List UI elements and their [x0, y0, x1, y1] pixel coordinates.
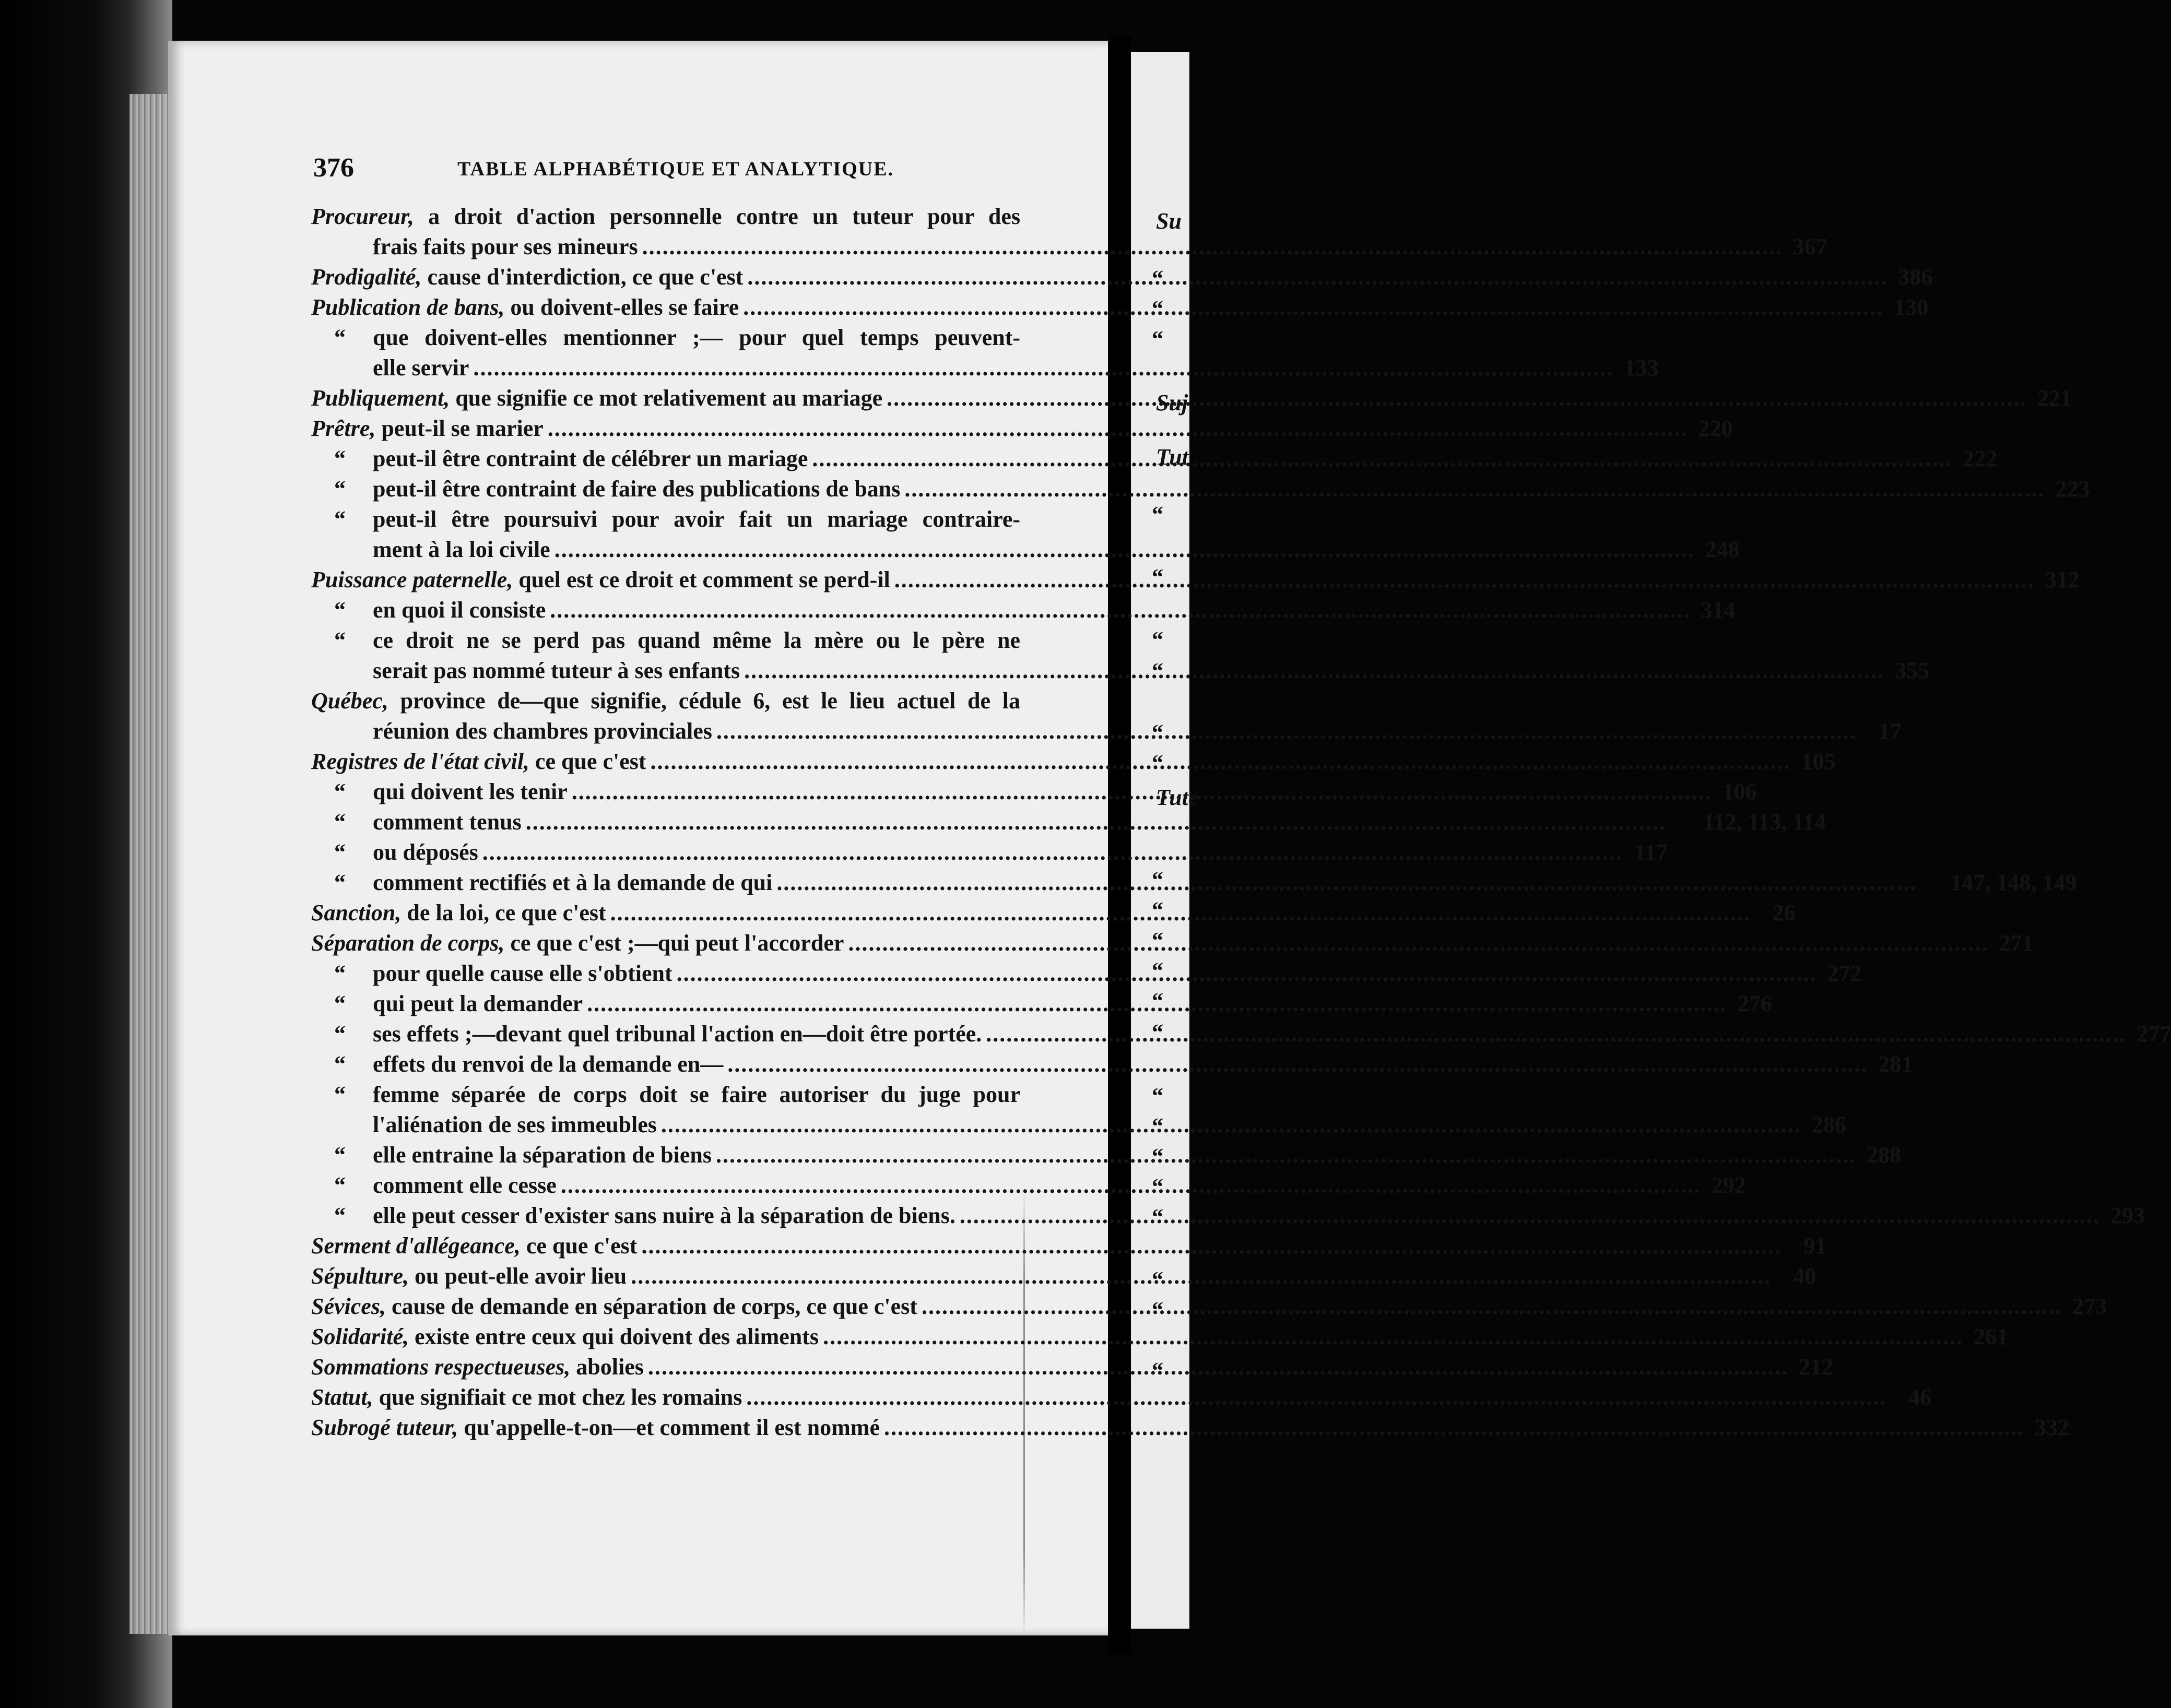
index-entry — [311, 201, 1068, 232]
dot-leader — [587, 989, 1727, 1019]
index-entry — [311, 1352, 1833, 1382]
entry-description: ce que c'est — [526, 1233, 638, 1259]
entry-text — [373, 1049, 723, 1080]
entry-description: qu'appelle-t-on—et comment il est nommé — [464, 1415, 880, 1440]
entry-text — [373, 716, 712, 746]
entry-text — [373, 656, 740, 686]
entry-text — [311, 928, 844, 958]
entry-heading: Prêtre, — [311, 416, 376, 441]
index-entry — [311, 1019, 2171, 1049]
index-entry — [311, 1322, 2009, 1352]
index-entry — [311, 1080, 1068, 1110]
index-entry — [311, 807, 1826, 837]
page-reference: 17 — [1878, 718, 1902, 744]
entry-description: peut-il être contraint de célébrer un mariage — [373, 446, 808, 471]
index-entry — [311, 595, 1736, 625]
entry-description: que signifie ce mot relativement au mariage — [455, 385, 883, 411]
dot-leader — [641, 1231, 1781, 1261]
adjacent-ditto: “ — [1152, 266, 1163, 291]
dot-leader — [887, 383, 2027, 413]
dot-leader — [986, 1019, 2126, 1049]
entry-text — [311, 292, 739, 323]
dot-leader — [482, 837, 1623, 868]
index-entry — [311, 535, 1740, 565]
page-reference: 105 — [1801, 749, 1836, 774]
index-entry — [311, 898, 1796, 928]
entry-text — [311, 1291, 917, 1322]
entry-text — [311, 746, 646, 777]
adjacent-heading: Suj — [1156, 390, 1188, 416]
index-entry — [311, 474, 2090, 504]
page-reference: 277 — [2137, 1021, 2171, 1047]
index-entry — [311, 1049, 1913, 1080]
page-reference: 271 — [1999, 930, 2034, 956]
page-reference: 212 — [1798, 1354, 1833, 1380]
dot-leader — [661, 1110, 1801, 1140]
adjacent-ditto: “ — [1152, 296, 1163, 322]
entry-description: ou peut-elle avoir lieu — [415, 1263, 627, 1289]
ditto-mark: “ — [334, 476, 346, 502]
entry-description: cause de demande en séparation de corps, ce que c'est — [391, 1294, 917, 1319]
entry-text — [311, 688, 1020, 714]
entry-description: effets du renvoi de la demande en— — [373, 1051, 724, 1077]
entry-description: cause d'interdiction, ce que c'est — [427, 264, 744, 290]
entry-text — [373, 1019, 982, 1049]
adjacent-ditto: “ — [1152, 1204, 1163, 1230]
dot-leader — [631, 1261, 1771, 1291]
dot-leader — [473, 353, 1613, 383]
page-reference: 273 — [2072, 1294, 2107, 1319]
entry-heading: Publiquement, — [311, 385, 450, 411]
ditto-mark: “ — [334, 627, 346, 653]
ditto-mark: “ — [334, 870, 346, 895]
entry-heading: Solidarité, — [311, 1324, 409, 1349]
entry-text — [373, 1082, 1020, 1107]
dot-leader — [848, 928, 1988, 958]
entry-text — [373, 506, 1020, 532]
index-entry — [311, 232, 1827, 262]
adjacent-ditto: “ — [1152, 1297, 1163, 1323]
entry-heading: Sommations respectueuses, — [311, 1354, 571, 1380]
ditto-mark: “ — [334, 1051, 346, 1077]
page-reference: 222 — [1963, 446, 1998, 471]
dot-leader — [747, 262, 1887, 292]
dot-leader — [894, 565, 2035, 595]
entry-description: qui doivent les tenir — [373, 779, 568, 804]
entry-text — [311, 204, 1020, 229]
entry-text — [311, 413, 544, 444]
dot-leader — [960, 1201, 2100, 1231]
entry-description: serait pas nommé tuteur à ses enfants — [373, 658, 740, 683]
entry-description: ce que c'est — [535, 749, 646, 774]
adjacent-ditto: “ — [1152, 326, 1163, 352]
index-entry — [311, 1291, 2107, 1322]
entry-heading: Procureur, — [311, 204, 414, 229]
page-reference: 106 — [1722, 779, 1757, 804]
running-title: TABLE ALPHABÉTIQUE ET ANALYTIQUE. — [457, 158, 894, 180]
dot-leader — [744, 656, 1884, 686]
dot-leader — [727, 1049, 1868, 1080]
adjacent-ditto: “ — [1152, 1019, 1163, 1045]
dot-leader — [642, 232, 1783, 262]
entry-text — [311, 383, 882, 413]
entry-description: ou doivent-elles se faire — [510, 294, 739, 320]
index-entry — [311, 323, 1068, 353]
book-page-edges — [129, 94, 171, 1634]
adjacent-ditto: “ — [1152, 627, 1163, 653]
dot-leader — [677, 958, 1817, 989]
entry-text — [311, 1382, 742, 1413]
adjacent-ditto: “ — [1152, 720, 1163, 745]
index-entry — [311, 989, 1773, 1019]
entry-text — [373, 837, 478, 868]
adjacent-ditto: “ — [1152, 502, 1163, 527]
index-entry — [311, 262, 1933, 292]
entry-text — [373, 1140, 712, 1170]
page-reference: 355 — [1895, 658, 1930, 683]
page-reference: 40 — [1793, 1263, 1816, 1289]
entry-heading: Prodigalité, — [311, 264, 422, 290]
ditto-mark: “ — [334, 1172, 346, 1198]
entry-heading: Séparation de corps, — [311, 930, 505, 956]
entry-description: réunion des chambres provinciales — [373, 718, 712, 744]
dot-leader — [812, 444, 1952, 474]
adjacent-ditto: “ — [1152, 750, 1163, 776]
page-reference: 293 — [2110, 1203, 2145, 1228]
dot-leader — [548, 413, 1688, 444]
entry-description: que doivent-elles mentionner ;— pour quel temps peuvent- — [373, 325, 1020, 350]
page-header — [313, 152, 1065, 184]
page-reference: 281 — [1878, 1051, 1913, 1077]
page-reference: 286 — [1811, 1112, 1846, 1137]
entry-description: ce droit ne se perd pas quand même la mère ou le père ne — [373, 627, 1020, 653]
entry-description: elle servir — [373, 355, 469, 381]
entry-heading: Québec, — [311, 688, 388, 714]
ditto-mark: “ — [334, 839, 346, 865]
ditto-mark: “ — [334, 506, 346, 532]
dot-leader — [743, 292, 1883, 323]
page-reference: 223 — [2055, 476, 2090, 502]
index-entry — [311, 1110, 1846, 1140]
page-reference: 221 — [2037, 385, 2072, 411]
entry-description: frais faits pour ses mineurs — [373, 234, 638, 259]
entry-text — [373, 1201, 955, 1231]
adjacent-ditto: “ — [1152, 658, 1163, 684]
page-reference: 367 — [1792, 234, 1827, 259]
entry-description: comment rectifiés et à la demande de qui — [373, 870, 773, 895]
entry-description: ment à la loi civile — [373, 537, 550, 562]
adjacent-ditto: “ — [1152, 988, 1163, 1014]
page-reference: 276 — [1738, 991, 1773, 1016]
ditto-mark: “ — [334, 960, 346, 986]
dot-leader — [776, 868, 1917, 898]
dot-leader — [884, 1413, 2024, 1443]
entry-description: en quoi il consiste — [373, 597, 546, 623]
entry-text — [311, 1261, 627, 1291]
entry-description: existe entre ceux qui doivent des aliments — [415, 1324, 819, 1349]
adjacent-ditto: “ — [1152, 1358, 1163, 1383]
entry-description: elle peut cesser d'exister sans nuire à la séparation de biens. — [373, 1203, 955, 1228]
entry-description: ses effets ;—devant quel tribunal l'action en—doit être portée. — [373, 1021, 982, 1047]
page-reference: 91 — [1803, 1233, 1827, 1259]
page-reference: 112, 113, 114 — [1703, 809, 1826, 835]
index-entry — [311, 958, 1862, 989]
entry-text — [373, 1110, 657, 1140]
entry-text — [373, 325, 1020, 350]
index-entry — [311, 565, 2080, 595]
entry-text — [373, 353, 469, 383]
index-entry — [311, 746, 1836, 777]
adjacent-ditto: “ — [1152, 564, 1163, 590]
adjacent-ditto: “ — [1152, 1083, 1163, 1109]
page-number: 376 — [313, 153, 354, 183]
page-reference: 288 — [1866, 1142, 1901, 1168]
entry-text — [311, 1322, 819, 1352]
entry-text — [373, 1170, 557, 1201]
entry-description: peut-il se marier — [381, 416, 544, 441]
index-entry — [311, 292, 1929, 323]
entry-description: a droit d'action personnelle contre un tuteur pour des — [428, 204, 1020, 229]
entry-description: ou déposés — [373, 839, 478, 865]
index-entry — [311, 1261, 1816, 1291]
ditto-mark: “ — [334, 1021, 346, 1047]
entry-heading: Puissance paternelle, — [311, 567, 513, 592]
entry-description: ce que c'est ;—qui peut l'accorder — [510, 930, 844, 956]
index-entry — [311, 837, 1668, 868]
adjacent-ditto: “ — [1152, 928, 1163, 953]
entry-text — [373, 989, 583, 1019]
adjacent-heading: Tut — [1156, 444, 1188, 470]
entry-text — [373, 627, 1020, 653]
page-reference: 386 — [1898, 264, 1933, 290]
page-reference: 147, 148, 149 — [1950, 870, 2077, 895]
dot-leader — [716, 716, 1857, 746]
entry-heading: Serment d'allégeance, — [311, 1233, 521, 1259]
page-reference: 312 — [2045, 567, 2080, 592]
entry-heading: Sévices, — [311, 1294, 386, 1319]
ditto-mark: “ — [334, 1142, 346, 1168]
ditto-mark: “ — [334, 991, 346, 1016]
entry-text — [373, 777, 568, 807]
entry-description: peut-il être contraint de faire des publications de bans — [373, 476, 901, 502]
index-entry — [311, 504, 1068, 535]
index-entry — [311, 1382, 1932, 1413]
page-reference: 26 — [1772, 900, 1796, 926]
index-entry — [311, 353, 1659, 383]
page-reference: 117 — [1634, 839, 1668, 865]
ditto-mark: “ — [334, 779, 346, 804]
entry-heading: Sépulture, — [311, 1263, 409, 1289]
adjacent-ditto: “ — [1152, 1144, 1163, 1169]
page-reference: 332 — [2035, 1415, 2069, 1440]
dot-leader — [572, 777, 1712, 807]
entry-description: qui peut la demander — [373, 991, 583, 1016]
page-reference: 272 — [1827, 960, 1862, 986]
entry-description: comment elle cesse — [373, 1172, 557, 1198]
page-reference: 130 — [1894, 294, 1929, 320]
index-entry — [311, 656, 1930, 686]
entry-heading: Statut, — [311, 1384, 373, 1410]
dot-leader — [554, 535, 1695, 565]
adjacent-ditto: “ — [1152, 867, 1163, 893]
dot-leader — [746, 1382, 1886, 1413]
adjacent-ditto: “ — [1152, 1174, 1163, 1200]
index-entry — [311, 1413, 2069, 1443]
entry-text — [373, 807, 522, 837]
entry-text — [373, 595, 546, 625]
ditto-mark: “ — [334, 809, 346, 835]
index-entry — [311, 1231, 1827, 1261]
dot-leader — [823, 1322, 1963, 1352]
entry-description: l'aliénation de ses immeubles — [373, 1112, 657, 1137]
index-entry — [311, 1140, 1901, 1170]
entry-description: peut-il être poursuivi pour avoir fait un mariage contraire- — [373, 506, 1020, 532]
dot-leader — [922, 1291, 2062, 1322]
ditto-mark: “ — [334, 1082, 346, 1107]
entry-description: quel est ce droit et comment se perd-il — [518, 567, 890, 592]
entry-text — [311, 898, 606, 928]
dot-leader — [526, 807, 1666, 837]
index-entry — [311, 868, 2077, 898]
entry-heading: Registres de l'état civil, — [311, 749, 529, 774]
index-entry — [311, 716, 1902, 746]
entry-text — [373, 535, 550, 565]
page-reference: 314 — [1701, 597, 1736, 623]
page-reference: 292 — [1711, 1172, 1746, 1198]
page-reference: 261 — [1974, 1324, 2009, 1349]
index-entry — [311, 625, 1068, 656]
ditto-mark: “ — [334, 325, 346, 350]
index-entry — [311, 686, 1068, 716]
dot-leader — [904, 474, 2045, 504]
page-reference: 220 — [1698, 416, 1733, 441]
entry-text — [311, 1413, 880, 1443]
entry-description: pour quelle cause elle s'obtient — [373, 960, 672, 986]
dot-leader — [648, 1352, 1788, 1382]
adjacent-heading: Tute — [1156, 785, 1199, 810]
entry-text — [311, 1352, 644, 1382]
entry-heading: Subrogé tuteur, — [311, 1415, 458, 1440]
entry-description: de la loi, ce que c'est — [407, 900, 606, 926]
dot-leader — [561, 1170, 1701, 1201]
entry-text — [373, 868, 772, 898]
index-entry — [311, 1170, 1746, 1201]
dot-leader — [550, 595, 1690, 625]
entry-text — [373, 232, 638, 262]
page-reference: 133 — [1624, 355, 1659, 381]
entry-text — [311, 565, 890, 595]
dot-leader — [610, 898, 1751, 928]
index-entry — [311, 413, 1733, 444]
page-reference: 248 — [1705, 537, 1740, 562]
entry-description: abolies — [576, 1354, 644, 1380]
adjacent-heading: Su — [1156, 208, 1182, 234]
ditto-mark: “ — [334, 1203, 346, 1228]
adjacent-ditto: “ — [1152, 958, 1163, 983]
entry-text — [373, 474, 900, 504]
entry-text — [311, 262, 743, 292]
page-reference: 46 — [1908, 1384, 1932, 1410]
adjacent-ditto: “ — [1152, 1267, 1163, 1292]
ditto-mark: “ — [334, 446, 346, 471]
entry-heading: Publication de bans, — [311, 294, 505, 320]
entry-description: elle entraine la séparation de biens — [373, 1142, 712, 1168]
entry-text — [311, 1231, 637, 1261]
entry-description: province de—que signifie, cédule 6, est le lieu actuel de la — [400, 688, 1020, 714]
ditto-mark: “ — [334, 597, 346, 623]
entry-description: que signifiait ce mot chez les romains — [379, 1384, 742, 1410]
dot-leader — [716, 1140, 1856, 1170]
adjacent-ditto: “ — [1152, 1113, 1163, 1139]
index-entry — [311, 928, 2034, 958]
entry-description: comment tenus — [373, 809, 522, 835]
dot-leader — [651, 746, 1791, 777]
entry-description: femme séparée de corps doit se faire autoriser du juge pour — [373, 1082, 1020, 1107]
entry-text — [373, 444, 808, 474]
adjacent-ditto: “ — [1152, 897, 1163, 923]
entry-heading: Sanction, — [311, 900, 402, 926]
index-entry — [311, 1201, 2145, 1231]
entry-text — [373, 958, 672, 989]
